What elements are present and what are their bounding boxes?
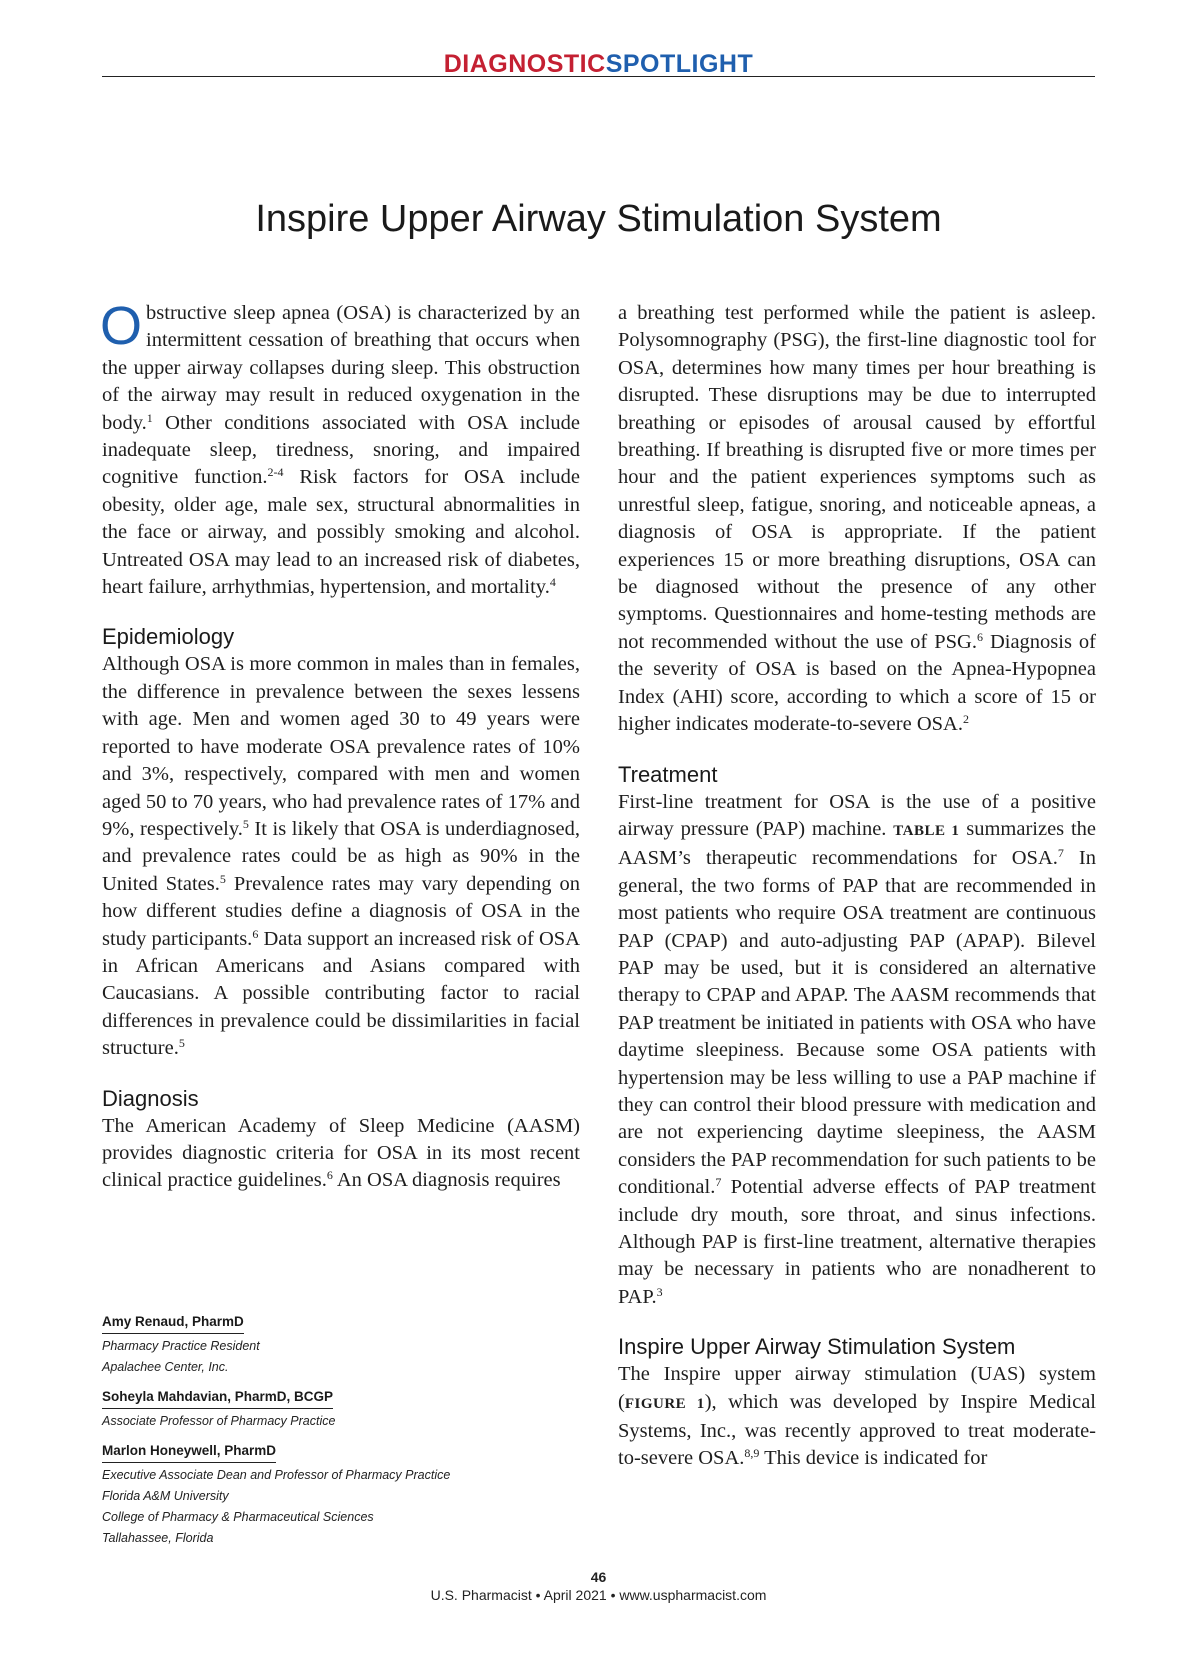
publication-line: U.S. Pharmacist • April 2021 • www.uspharmacist.com [430, 1587, 767, 1603]
section-masthead [102, 50, 1095, 78]
citation: 8,9 [744, 1446, 760, 1461]
author-affiliation: Associate Professor of Pharmacy Practice [102, 1414, 336, 1428]
body-text: Prevalence rates may vary depending on how different studies define a diagnosis of OSA in the study participants. [102, 872, 580, 950]
body-text: The American Academy of Sleep Medicine (AASM) provides diagnostic criteria for OSA in its most recent clinical practice guidelines. [102, 1114, 580, 1192]
author-name: Marlon Honeywell, PharmD [102, 1442, 276, 1463]
drop-cap: O [100, 296, 143, 356]
treatment-paragraph [618, 789, 1096, 1312]
section-label [102, 50, 1095, 78]
body-text: Data support an increased risk of OSA in African Americans and Asians compared with Caucasians. A possible contributing factor to racial differences in prevalence could be dissimilarities in facial structure. [102, 927, 580, 1060]
epidemiology-paragraph [102, 651, 580, 1062]
intro-text: bstructive sleep apnea (OSA) is characterized by an intermittent cessation of breathing that occurs when the upper airway collapses during sleep. This obstruction of the airway may result in reduced oxygenation in the body. [102, 302, 580, 434]
author-entry [102, 1388, 580, 1432]
diagnosis-paragraph [102, 1113, 580, 1195]
body-text: Potential adverse effects of PAP treatment include dry mouth, sore throat, and sinus infections. Although PAP is first-line treatment, alternative therapies may be necessary in patients who are nonadherent to PAP. [618, 1176, 1096, 1308]
intro-text: Risk factors for OSA include obesity, older age, male sex, structural abnormalities in the face or airway, and possibly smoking and alcohol. Untreated OSA may lead to an increased risk of diabetes, heart failure, arrhythmias, hypertension, and mortality. [102, 466, 580, 599]
body-text: Diagnosis of the severity of OSA is based on the Apnea-Hypopnea Index (AHI) score, according to which a score of 15 or higher indicates moderate-to-severe OSA. [618, 630, 1096, 736]
author-entry [102, 1313, 580, 1378]
body-text: The Inspire upper airway stimulation (UAS) system ( [618, 1363, 1096, 1413]
citation: 2 [962, 712, 969, 727]
author-block [102, 1313, 580, 1559]
body-text: An OSA diagnosis requires [332, 1169, 561, 1192]
figure-reference: FIGURE 1 [624, 1395, 705, 1412]
heading-diagnosis: Diagnosis [102, 1085, 199, 1111]
author-affiliation: College of Pharmacy & Pharmaceutical Sciences [102, 1510, 374, 1524]
citation: 5 [242, 816, 249, 831]
author-affiliation: Apalachee Center, Inc. [102, 1360, 229, 1374]
body-text: summarizes the AASM’s therapeutic recommendations for OSA. [618, 817, 1096, 870]
author-affiliation: Tallahassee, Florida [102, 1531, 214, 1545]
diagnosis-continued-paragraph [618, 300, 1096, 739]
heading-inspire: Inspire Upper Airway Stimulation System [618, 1334, 1016, 1360]
page-number: 46 [590, 1569, 607, 1585]
citation: 2-4 [267, 465, 284, 480]
citation: 6 [976, 629, 983, 644]
heading-treatment: Treatment [618, 761, 718, 787]
body-text: This device is indicated for [759, 1447, 988, 1470]
citation: 4 [549, 575, 556, 590]
citation: 5 [219, 871, 226, 886]
citation: 1 [146, 410, 153, 425]
inspire-paragraph [618, 1361, 1096, 1473]
author-name: Soheyla Mahdavian, PharmD, BCGP [102, 1388, 333, 1409]
body-text: It is likely that OSA is underdiagnosed, and prevalence rates could be as high as 90% in the United States. [102, 817, 580, 895]
body-text: First-line treatment for OSA is the use of a positive airway pressure (PAP) machine. [618, 790, 1096, 840]
section-label-diagnostic: DIAGNOSTIC [443, 50, 606, 78]
citation: 6 [326, 1168, 333, 1183]
table-reference: TABLE 1 [893, 822, 960, 839]
section-label-spotlight: SPOTLIGHT [605, 50, 754, 78]
author-affiliation: Executive Associate Dean and Professor of Pharmacy Practice [102, 1468, 451, 1482]
citation: 3 [656, 1284, 663, 1299]
body-text: In general, the two forms of PAP that are recommended in most patients who require OSA treatment are continuous PAP (CPAP) and auto-adjusting PAP (APAP). Bilevel PAP may be used, but it is considered an alternative therapy to CPAP and APAP. The AASM recommends that PAP treatment be initiated in patients with OSA who have daytime sleepiness. Because some OSA patients with hypertension may be less willing to use a PAP machine if they can control their blood pressure with medication and are not experiencing daytime sleepiness, the AASM considers the PAP recommendation for such patients to be conditional. [618, 847, 1097, 1199]
citation: 7 [1057, 846, 1064, 861]
author-affiliation: Pharmacy Practice Resident [102, 1339, 260, 1353]
author-affiliation: Florida A&M University [102, 1489, 229, 1503]
body-text: a breathing test performed while the patient is asleep. Polysomnography (PSG), the first-line diagnostic tool for OSA, determines how many times per hour breathing is disrupted. These disruptions may be due to interrupted breathing or episodes of arousal caused by effortful breathing. If breathing is disrupted five or more times per hour and the patient experiences symptoms such as unrestful sleep, fatigue, snoring, and noticeable apneas, a diagnosis of OSA is appropriate. If the patient experiences 15 or more breathing disruptions, OSA can be diagnosed without the presence of any other symptoms. Questionnaires and home-testing methods are not recommended without the use of PSG. [618, 302, 1096, 653]
body-text: ), which was developed by Inspire Medical Systems, Inc., was recently approved to treat moderate-to-severe OSA. [618, 1390, 1097, 1470]
author-entry [102, 1442, 580, 1549]
citation: 7 [715, 1175, 722, 1190]
citation: 5 [178, 1036, 185, 1051]
citation: 6 [252, 926, 259, 941]
page-footer [102, 1568, 1095, 1604]
article-title: Inspire Upper Airway Stimulation System [255, 198, 942, 240]
heading-epidemiology: Epidemiology [102, 624, 235, 650]
intro-text: Other conditions associated with OSA include inadequate sleep, tiredness, snoring, and impaired cognitive function. [102, 411, 580, 489]
author-name: Amy Renaud, PharmD [102, 1313, 244, 1334]
body-text: Although OSA is more common in males than in females, the difference in prevalence between the sexes lessens with age. Men and women aged 30 to 49 years were reported to have moderate OSA prevalence rates of 10% and 3%, respectively, compared with men and women aged 50 to 70 years, who had prevalence rates of 17% and 9%, respectively. [102, 653, 580, 840]
left-column [100, 296, 580, 1195]
right-column [618, 300, 1096, 1473]
intro-paragraph [100, 296, 580, 601]
